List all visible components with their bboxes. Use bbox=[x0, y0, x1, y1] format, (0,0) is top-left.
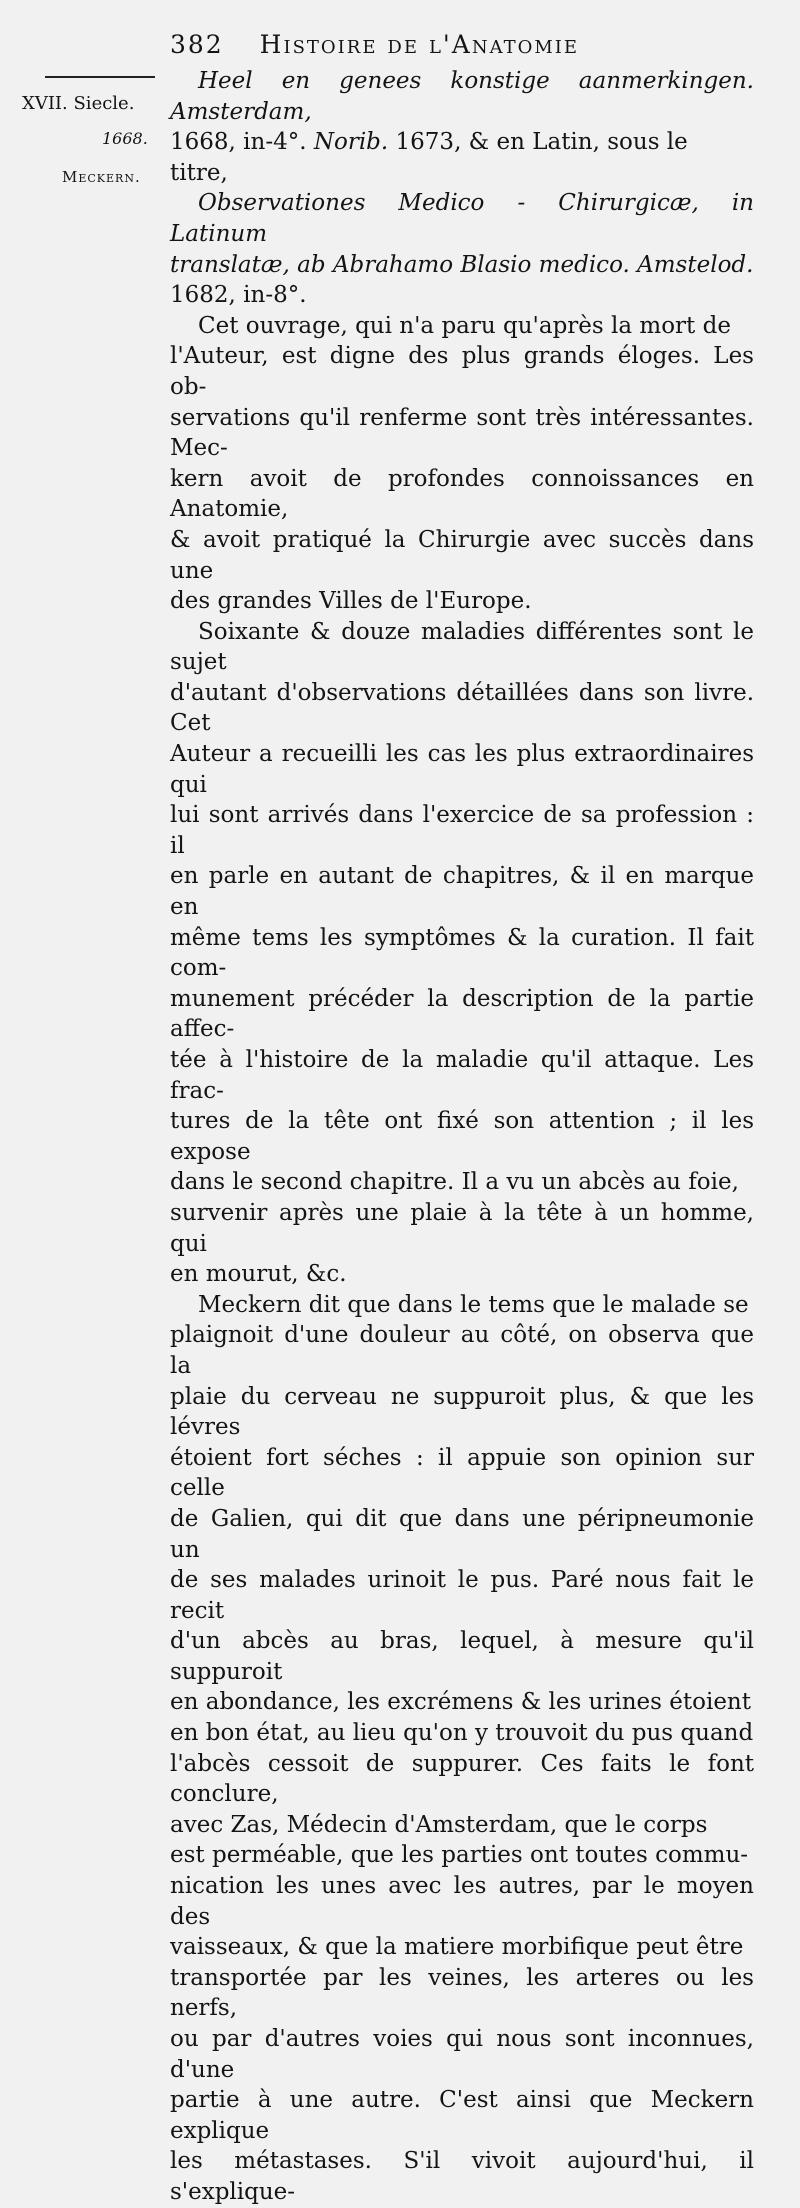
body-text bbox=[170, 66, 754, 2208]
paragraph bbox=[170, 311, 754, 617]
text-line: en abondance, les excrémens & les urines étoient bbox=[170, 1689, 751, 1716]
text-line: lui sont arrivés dans l'exercice de sa profession : il bbox=[170, 802, 754, 859]
text-line: de Galien, qui dit que dans une péripneumonie un bbox=[170, 1505, 754, 1563]
text-line: vaisseaux, & que la matiere morbifique peut être bbox=[170, 1934, 744, 1961]
text-line: munement précéder la description de la partie affec- bbox=[170, 985, 754, 1043]
margin-century: XVII. Siecle. bbox=[22, 93, 135, 114]
margin-author: Meckern. bbox=[62, 168, 141, 186]
text-line: servations qu'il renferme sont très intéressantes. Mec- bbox=[170, 404, 754, 462]
text-line: transportée par les veines, les arteres ou les nerfs, bbox=[170, 1964, 754, 2022]
bib-line-3: titre, bbox=[170, 159, 228, 186]
text-line: avec Zas, Médecin d'Amsterdam, que le corps bbox=[170, 1811, 708, 1838]
bib-line-2 bbox=[170, 127, 754, 158]
text-line: Soixante & douze maladies différentes sont le sujet bbox=[170, 618, 754, 676]
text-line: l'abcès cessoit de suppurer. Ces faits le font conclure, bbox=[170, 1750, 754, 1808]
paragraph bbox=[170, 617, 754, 1290]
paragraph bbox=[170, 1290, 754, 2208]
text-line: des grandes Villes de l'Europe. bbox=[170, 588, 532, 615]
text-line: les métastases. S'il vivoit aujourd'hui, il s'explique- bbox=[170, 2148, 754, 2205]
text-line: Cet ouvrage, qui n'a paru qu'après la mort de bbox=[198, 312, 731, 339]
bib-line-2a: 1668, in-4°. bbox=[170, 129, 307, 156]
margin-year: 1668. bbox=[102, 129, 148, 148]
text-line: même tems les symptômes & la curation. Il fait com- bbox=[170, 924, 754, 982]
text-line: tée à l'histoire de la maladie qu'il attaque. Les frac- bbox=[170, 1047, 754, 1104]
page-number: 382 bbox=[170, 30, 224, 59]
text-line: ou par d'autres voies qui nous sont inconnues, d'une bbox=[170, 2026, 754, 2083]
bib-line-4: Observationes Medico - Chirurgicæ, in Latinum bbox=[170, 190, 754, 247]
text-line: Auteur a recueilli les cas les plus extraordinaires qui bbox=[170, 741, 754, 798]
text-line: Meckern dit que dans le tems que le malade se bbox=[198, 1291, 749, 1318]
text-line: d'un abcès au bras, lequel, à mesure qu'il suppuroit bbox=[170, 1628, 754, 1685]
text-line: de ses malades urinoit le pus. Paré nous fait le recit bbox=[170, 1567, 754, 1624]
text-line: plaie du cerveau ne suppuroit plus, & que les lévres bbox=[170, 1383, 754, 1441]
text-line: est perméable, que les parties ont toutes commu- bbox=[170, 1842, 749, 1869]
text-line: l'Auteur, est digne des plus grands éloges. Les ob- bbox=[170, 343, 754, 400]
bibliography-entry bbox=[170, 66, 754, 311]
text-line: étoient fort séches : il appuie son opinion sur celle bbox=[170, 1444, 754, 1502]
running-title: Histoire de l'Anatomie bbox=[259, 30, 580, 59]
text-line: nication les unes avec les autres, par le moyen des bbox=[170, 1873, 754, 1930]
running-header bbox=[170, 30, 710, 59]
text-line: partie à une autre. C'est ainsi que Meckern explique bbox=[170, 2087, 754, 2144]
text-line: en mourut, &c. bbox=[170, 1261, 347, 1288]
bib-line-6: 1682, in-8°. bbox=[170, 282, 307, 309]
text-line: survenir après une plaie à la tête à un homme, qui bbox=[170, 1199, 754, 1257]
text-line: dans le second chapitre. Il a vu un abcès au foie, bbox=[170, 1169, 739, 1196]
bib-line-5: translatæ, ab Abrahamo Blasio medico. Amstelod. bbox=[170, 251, 754, 278]
bib-line-1: Heel en genees konstige aanmerkingen. Amsterdam, bbox=[170, 68, 754, 125]
bib-line-2b: 1673, & en Latin, sous le bbox=[395, 129, 688, 156]
text-line: plaignoit d'une douleur au côté, on observa que la bbox=[170, 1322, 754, 1379]
text-line: kern avoit de profondes connoissances en Anatomie, bbox=[170, 465, 754, 523]
text-line: d'autant d'observations détaillées dans son livre. Cet bbox=[170, 679, 754, 737]
margin-rule bbox=[45, 76, 155, 78]
text-line: en bon état, au lieu qu'on y trouvoit du pus quand bbox=[170, 1720, 754, 1747]
text-line: & avoit pratiqué la Chirurgie avec succès dans une bbox=[170, 526, 754, 584]
text-line: en parle en autant de chapitres, & il en marque en bbox=[170, 863, 754, 921]
bib-line-2-italic: Norib. bbox=[313, 129, 389, 156]
text-line: tures de la tête ont fixé son attention ; il les expose bbox=[170, 1108, 754, 1165]
